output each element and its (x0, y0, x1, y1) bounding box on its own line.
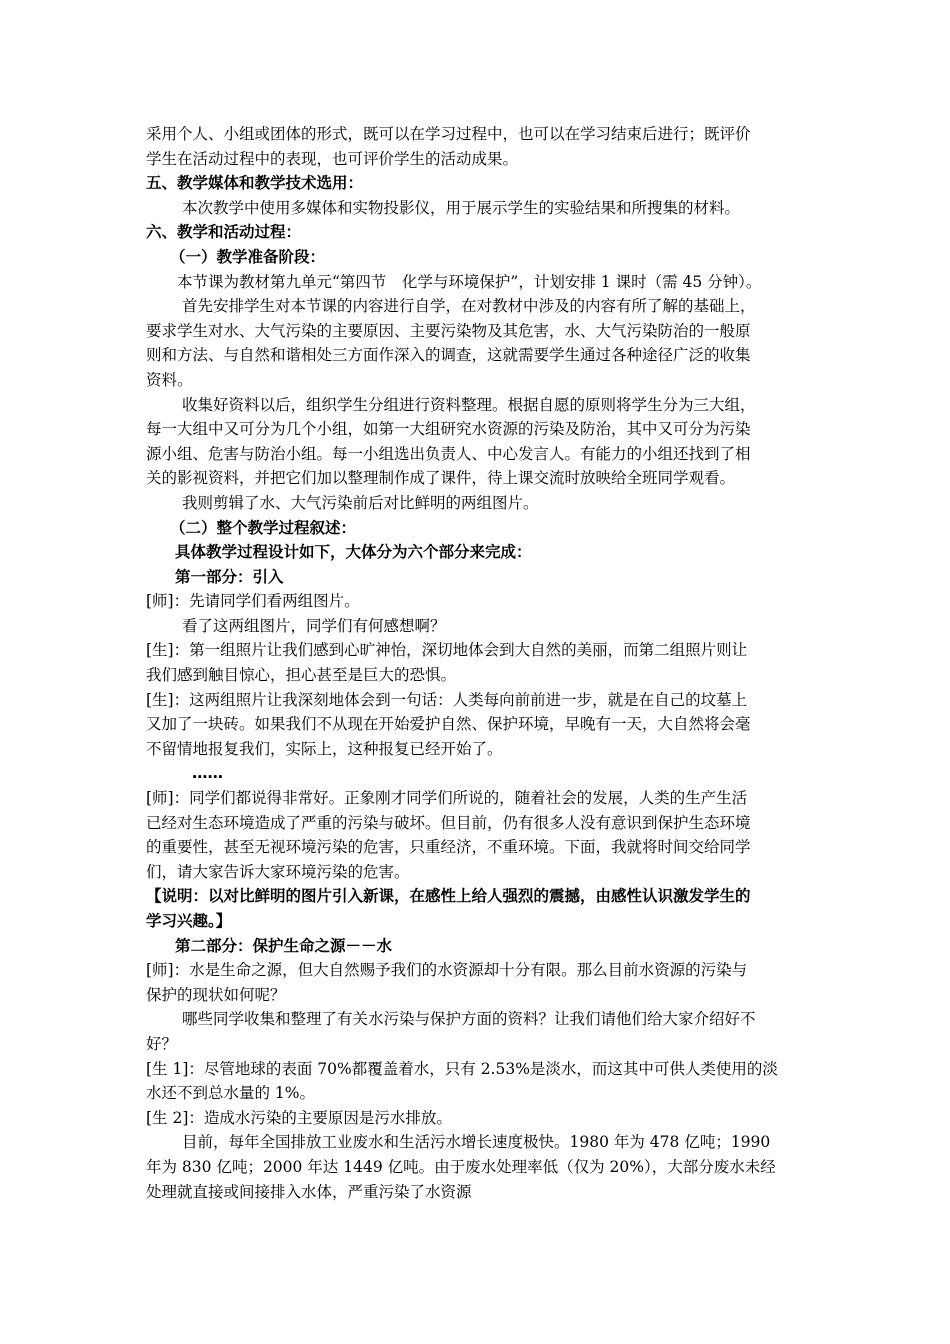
dialogue-line: 们，请大家告诉大家环境污染的危害。 (146, 862, 410, 881)
dialogue-line: [师]：同学们都说得非常好。正象刚才同学们所说的，随着社会的发展，人类的生产生活 (146, 789, 748, 808)
part-heading: 第一部分：引入 (175, 567, 284, 586)
ellipsis-line: …… (192, 764, 223, 783)
dialogue-line: 保护的现状如何呢？ (146, 985, 286, 1004)
dialogue-line: [师]：水是生命之源，但大自然赐予我们的水资源却十分有限。那么目前水资源的污染与 (146, 961, 748, 980)
dialogue-line: 不留情地报复我们，实际上，这种报复已经开始了。 (146, 739, 503, 758)
part-heading: 第二部分：保护生命之源－－水 (175, 936, 393, 955)
section-heading: 六、教学和活动过程： (146, 223, 302, 242)
section-heading: 五、教学媒体和教学技术选用： (146, 174, 364, 193)
dialogue-line: 看了这两组图片，同学们有何感想啊？ (182, 616, 446, 635)
paragraph-line: 要求学生对水、大气污染的主要原因、主要污染物及其危害，水、大气污染防治的一般原 (146, 321, 751, 340)
dialogue-line: [师]：先请同学们看两组图片。 (146, 592, 360, 611)
subsection-heading: （一）教学准备阶段： (170, 247, 326, 266)
subsection-heading: （二）整个教学过程叙述： (170, 518, 357, 537)
paragraph-line: 源小组、危害与防治小组。每一小组选出负责人、中心发言人。有能力的小组还找到了相 (146, 444, 751, 463)
dialogue-line: [生]：这两组照片让我深刻地体会到一句话：人类每向前前进一步，就是在自己的坟墓上 (146, 690, 748, 709)
document-page (146, 122, 812, 1204)
dialogue-line: [生]：第一组照片让我们感到心旷神怡，深切地体会到大自然的美丽，而第二组照片则让 (146, 641, 748, 660)
paragraph-line: 本次教学中使用多媒体和实物投影仪，用于展示学生的实验结果和所搜集的材料。 (182, 198, 741, 217)
paragraph-line: 本节课为教材第九单元“第四节 化学与环境保护”，计划安排 1 课时（需 45 分钟）。 (177, 272, 762, 291)
paragraph-line: 采用个人、小组或团体的形式，既可以在学习过程中，也可以在学习结束后进行；既评价 (146, 125, 751, 143)
paragraph-line: 每一大组中又可分为几个小组，如第一大组研究水资源的污染及防治，其中又可分为污染 (146, 420, 751, 439)
paragraph-line: 关的影视资料，并把它们加以整理制作成了课件，待上课交流时放映给全班同学观看。 (146, 469, 736, 488)
paragraph-line: 首先安排学生对本节课的内容进行自学，在对教材中涉及的内容有所了解的基础上， (182, 297, 756, 316)
paragraph-line: 学生在活动过程中的表现，也可评价学生的活动成果。 (146, 149, 519, 168)
dialogue-line: 我们感到触目惊心，担心甚至是巨大的恐惧。 (146, 666, 457, 685)
dialogue-line: 的重要性，甚至无视环境污染的危害，只重经济，不重环境。下面，我就将时间交给同学 (146, 838, 751, 857)
dialogue-line: [生 2]：造成水污染的主要原因是污水排放。 (146, 1108, 452, 1127)
dialogue-line: 哪些同学收集和整理了有关水污染与保护方面的资料？让我们请他们给大家介绍好不 (182, 1010, 756, 1029)
paragraph-line: 处理就直接或间接排入水体，严重污染了水资源 (146, 1182, 472, 1201)
note-line: 学习兴趣。】 (146, 912, 232, 930)
dialogue-line: 又加了一块砖。如果我们不从现在开始爱护自然、保护环境，早晚有一天，大自然将会毫 (146, 715, 751, 734)
paragraph-line: 我则剪辑了水、大气污染前后对比鲜明的两组图片。 (182, 493, 539, 512)
paragraph-line: 年为 830 亿吨；2000 年达 1449 亿吨。由于废水处理率低（仅为 20%），大部分废水未经 (146, 1157, 776, 1176)
paragraph-line: 则和方法、与自然和谐相处三方面作深入的调查，这就需要学生通过各种途径广泛的收集 (146, 346, 751, 365)
dialogue-line: [生 1]：尽管地球的表面 70%都覆盖着水，只有 2.53%是淡水，而这其中可供人类使用的淡 (146, 1059, 778, 1078)
paragraph-line: 目前，每年全国排放工业废水和生活污水增长速度极快。1980 年为 478 亿吨；1990 (182, 1133, 771, 1152)
note-line: 【说明：以对比鲜明的图片引入新课，在感性上给人强烈的震撼，由感性认识激发学生的 (146, 887, 751, 906)
dialogue-line: 已经对生态环境造成了严重的污染与破坏。但目前，仍有很多人没有意识到保护生态环境 (146, 813, 751, 832)
dialogue-line: 好？ (146, 1034, 178, 1053)
bold-intro-line: 具体教学过程设计如下，大体分为六个部分来完成： (175, 543, 532, 562)
paragraph-line: 收集好资料以后，组织学生分组进行资料整理。根据自愿的原则将学生分为三大组， (182, 395, 756, 414)
paragraph-line: 资料。 (146, 370, 193, 389)
dialogue-line: 水还不到总水量的 1%。 (146, 1084, 316, 1103)
